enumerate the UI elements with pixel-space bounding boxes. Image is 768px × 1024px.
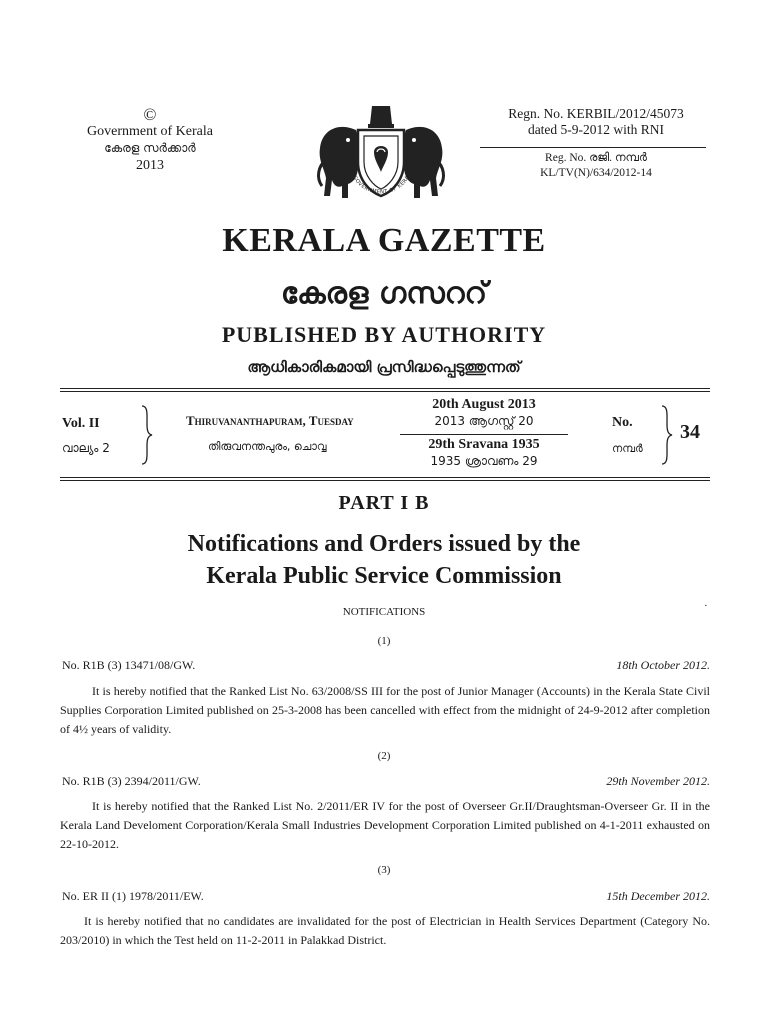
copyright-symbol: © [143, 105, 157, 124]
part-heading: PART I B [338, 492, 430, 514]
notification-reference: No. ER II (1) 1978/2011/EW. [62, 889, 204, 903]
section-heading-line2: Kerala Public Service Commission [206, 563, 562, 589]
published-by-authority-ml: ആധികാരികമായി പ്രസിദ്ധപ്പെടുത്തുന്നത് [247, 358, 521, 376]
notification-text: It is hereby notified that no candidates are invalidated for the post of Electrician in Health Services Department (Category No. 203/2010) in which the Test held on 11-2-2011 in Palakkad District. [60, 914, 710, 947]
saka-date-ml: 1935 ശ്രാവണം 29 [430, 454, 538, 468]
notification-number: (2) [377, 750, 391, 762]
reg-number-label: Reg. No. രജി. നമ്പർ [545, 152, 647, 164]
saka-date: 29th Sravana 1935 [428, 437, 540, 452]
stray-mark: · [704, 600, 708, 612]
gazette-title-ml: കേരള ഗസററ് [280, 276, 488, 311]
notification-date: 15th December 2012. [606, 889, 710, 903]
brace-icon [660, 404, 674, 466]
regn-date: dated 5-9-2012 with RNI [527, 122, 665, 137]
notification-reference: No. R1B (3) 2394/2011/GW. [62, 774, 201, 788]
reg-number-block [478, 151, 714, 181]
notification-reference: No. R1B (3) 13471/08/GW. [62, 658, 196, 672]
divider-bottom [60, 477, 710, 478]
published-by-authority: PUBLISHED BY AUTHORITY [221, 322, 547, 347]
copyright-year: 2013 [136, 158, 164, 173]
notifications-label: NOTIFICATIONS [342, 606, 426, 618]
volume-label-ml: വാല്യം 2 [62, 441, 110, 455]
notification-date: 18th October 2012. [616, 658, 710, 672]
reg-number-value: KL/TV(N)/634/2012-14 [540, 167, 652, 179]
kerala-emblem-icon [308, 100, 454, 212]
volume-label: Vol. II [62, 416, 100, 431]
notification-number: (1) [377, 635, 391, 647]
regn-number: Regn. No. KERBIL/2012/45073 [508, 106, 684, 121]
regn-divider [480, 147, 706, 148]
gazette-title: KERALA GAZETTE [222, 222, 546, 259]
section-heading [100, 528, 668, 592]
government-name-ml: കേരള സർക്കാർ [104, 141, 196, 155]
place-day: Thiruvananthapuram, Tuesday [186, 413, 354, 428]
section-heading-line1: Notifications and Orders issued by the [187, 531, 581, 557]
issue-date-block [400, 396, 568, 470]
notification-number: (3) [377, 864, 391, 876]
date-divider [400, 434, 568, 435]
government-name: Government of Kerala [87, 124, 213, 139]
issue-number-label-ml: നമ്പർ [612, 442, 643, 455]
issue-date: 20th August 2013 [432, 397, 536, 412]
notification-text: It is hereby notified that the Ranked List No. 63/2008/SS III for the post of Junior Manager (Accounts) in the Kerala State Civil Supplies Corporation Limited published on 25-3-2008 has been cancelled with effect from the midnight of 24-9-2012 after completion of 4½ years of validity. [60, 684, 710, 736]
emblem-text: GOVERNMENT OF KERAL [351, 172, 413, 196]
registration-block [478, 106, 714, 138]
notification-date: 29th November 2012. [606, 774, 710, 788]
notification-text: It is hereby notified that the Ranked List No. 2/2011/ER IV for the post of Overseer Gr.II/Draughtsman-Overseer Gr. II in the Kerala Land Develoment Corporation/Kerala Small Industries Development Corporation Limited published on 4-1-2011 exhausted on 22-10-2012. [60, 799, 710, 851]
divider-bottom-inner [60, 480, 710, 481]
place-day-ml: തിരുവനന്തപുരം, ചൊവ്വ [208, 440, 327, 453]
issue-number-label: No. [612, 415, 633, 430]
issue-date-ml: 2013 ആഗസ്റ്റ് 20 [434, 414, 534, 428]
divider-top [60, 388, 710, 389]
brace-icon [140, 404, 154, 466]
copyright-block [60, 106, 240, 174]
divider-top-inner [60, 391, 710, 392]
issue-number: 34 [680, 421, 700, 443]
